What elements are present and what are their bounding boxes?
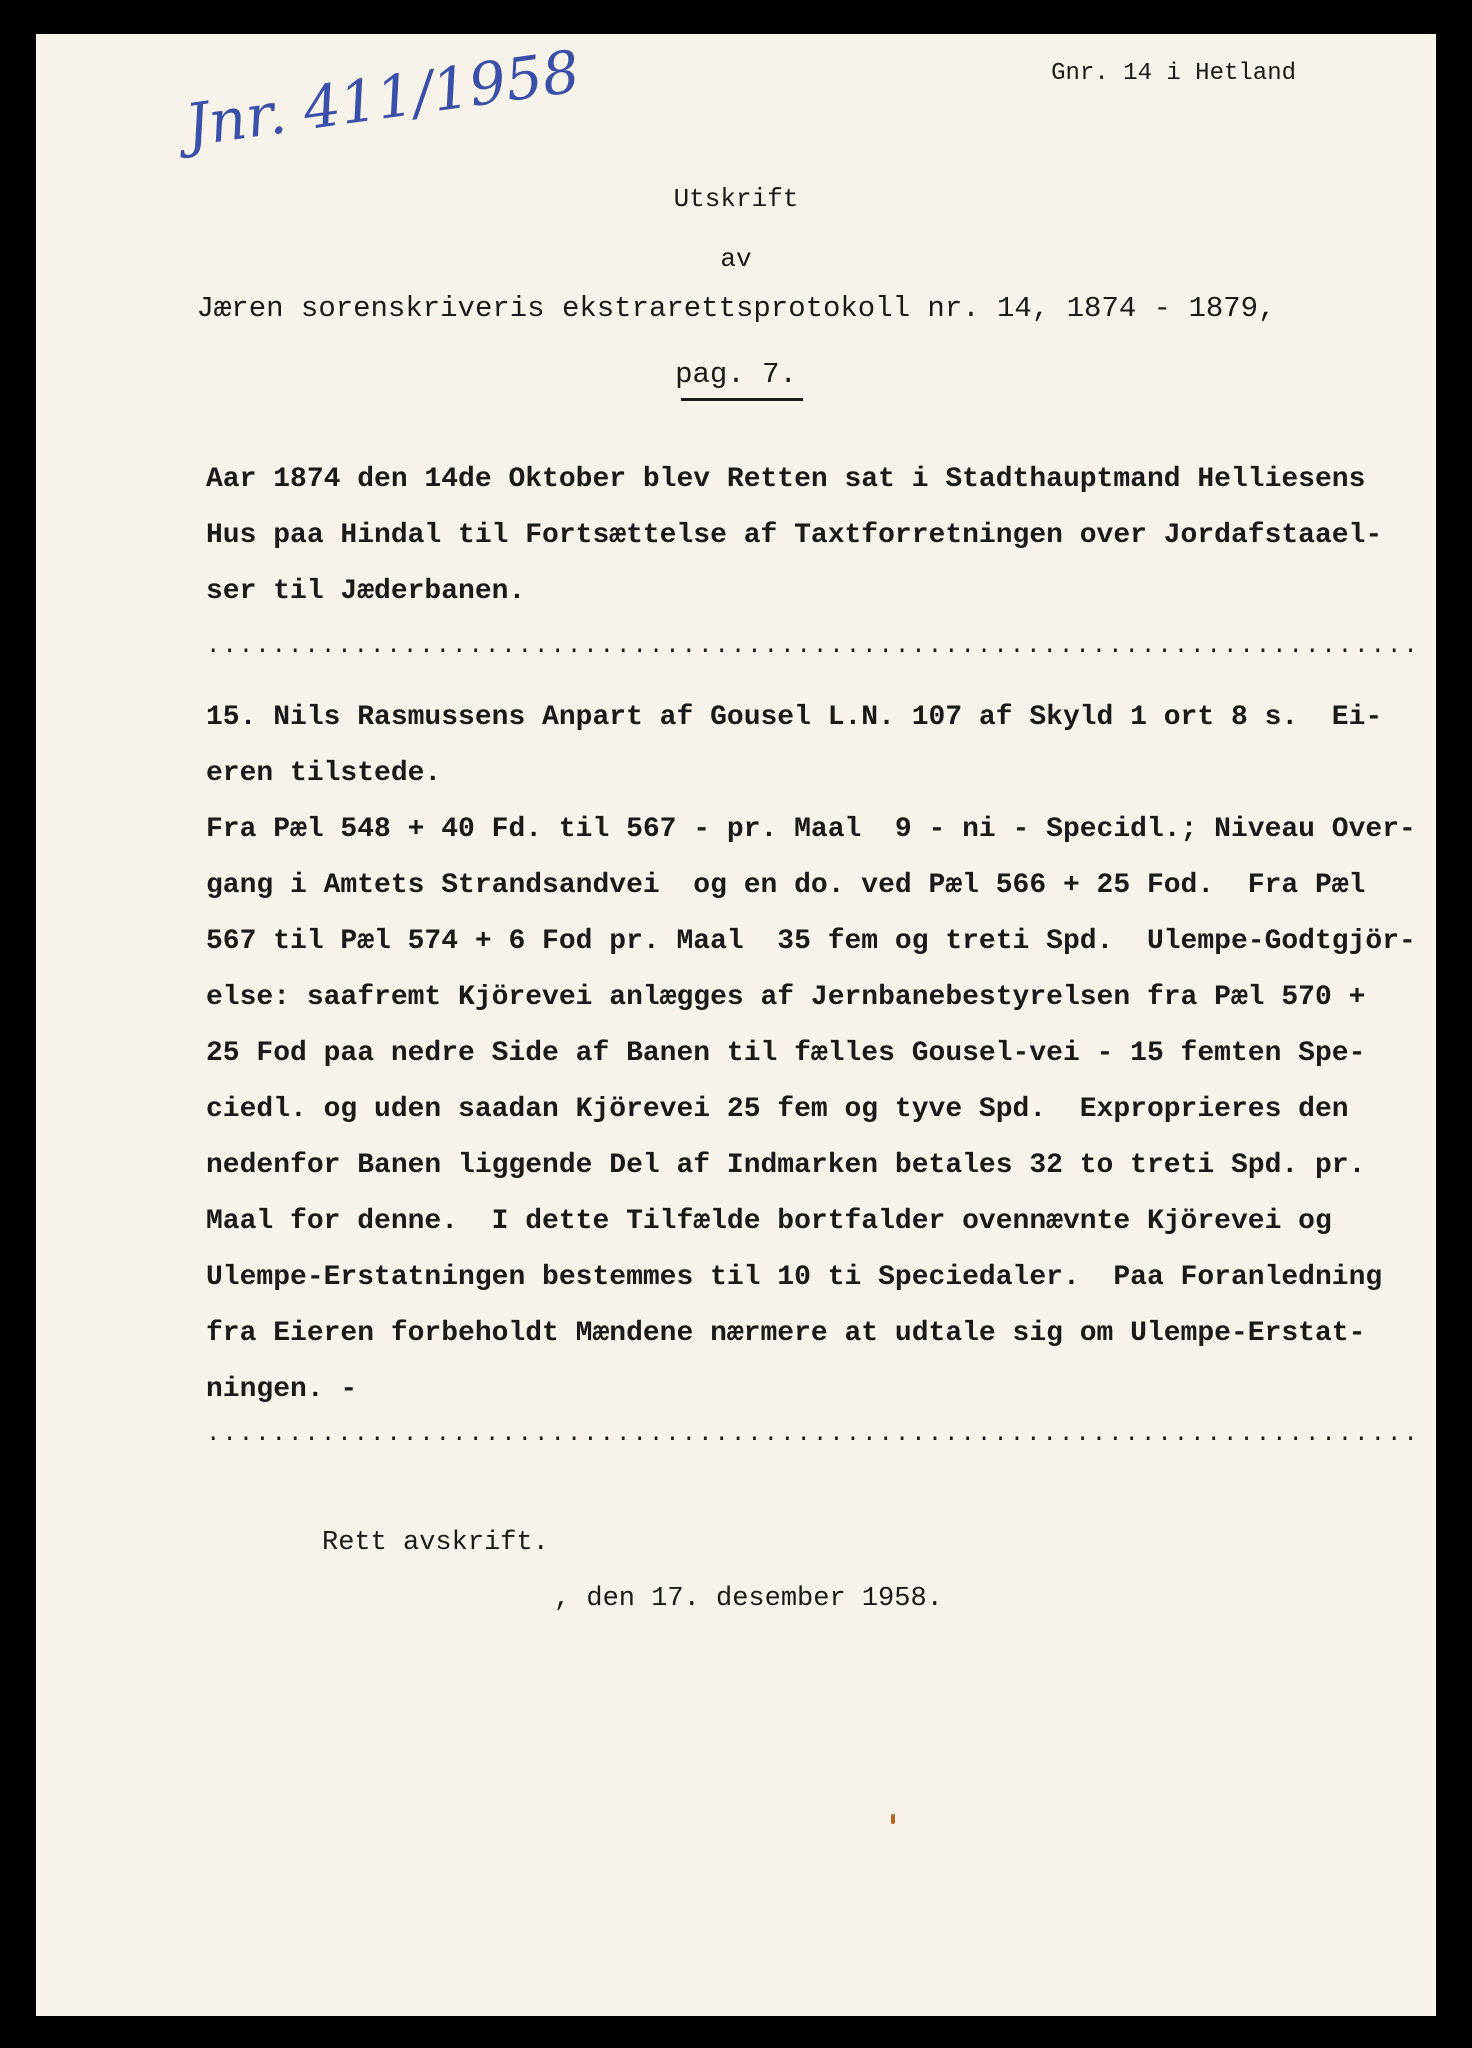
entry-line: Ulempe-Erstatningen bestemmes til 10 ti Speciedaler. Paa Foranledning [206,1262,1383,1293]
document-title: Utskrift [673,184,799,214]
dotted-separator-top: .......................................................................... [206,633,1420,660]
handwritten-journal-note: Jnr. 411/1958 [181,37,584,160]
entry-line: fra Eieren forbeholdt Mændene nærmere at udtale sig om Ulempe-Erstat- [206,1318,1366,1349]
entry-line: Maal for denne. I dette Tilfælde bortfalder ovennævnte Kjörevei og [206,1206,1332,1237]
entry-line: nedenfor Banen liggende Del af Indmarken betales 32 to treti Spd. pr. [206,1150,1366,1181]
entry-line: ciedl. og uden saadan Kjörevei 25 fem og tyve Spd. Exproprieres den [206,1094,1349,1125]
entry-line: else: saafremt Kjörevei anlægges af Jernbanebestyrelsen fra Pæl 570 + [206,982,1366,1013]
dotted-separator-bottom: .......................................................................... [206,1421,1420,1448]
entry-line: 15. Nils Rasmussens Anpart af Gousel L.N. 107 af Skyld 1 ort 8 s. Ei- [206,702,1383,733]
intro-line: Aar 1874 den 14de Oktober blev Retten sat i Stadthauptmand Helliesens [206,464,1366,495]
title-connector: av [720,244,752,274]
ink-speck [891,1814,895,1824]
intro-line: ser til Jæderbanen. [206,576,526,607]
entry-paragraph [206,690,1416,1418]
intro-line: Hus paa Hindal til Fortsættelse af Taxtforretningen over Jordafstaael- [206,520,1383,551]
entry-line: 25 Fod paa nedre Side af Banen til fælles Gousel-vei - 15 femten Spe- [206,1038,1366,1069]
page-reference-underline [681,398,803,401]
intro-paragraph [206,452,1382,620]
property-reference: Gnr. 14 i Hetland [1051,60,1296,87]
date-line: , den 17. desember 1958. [554,1584,943,1614]
source-protocol: Jæren sorenskriveris ekstrarettsprotokoll nr. 14, 1874 - 1879, [196,292,1276,325]
entry-line: 567 til Pæl 574 + 6 Fod pr. Maal 35 fem og treti Spd. Ulempe-Godtgjör- [206,926,1416,957]
certification-text: Rett avskrift. [322,1528,549,1558]
page-reference: pag. 7. [675,358,797,391]
document-page [36,34,1436,2016]
entry-line: eren tilstede. [206,758,442,789]
entry-line: Fra Pæl 548 + 40 Fd. til 567 - pr. Maal 9 - ni - Specidl.; Niveau Over- [206,814,1416,845]
entry-line: ningen. - [206,1374,358,1405]
entry-line: gang i Amtets Strandsandvei og en do. ved Pæl 566 + 25 Fod. Fra Pæl [206,870,1366,901]
